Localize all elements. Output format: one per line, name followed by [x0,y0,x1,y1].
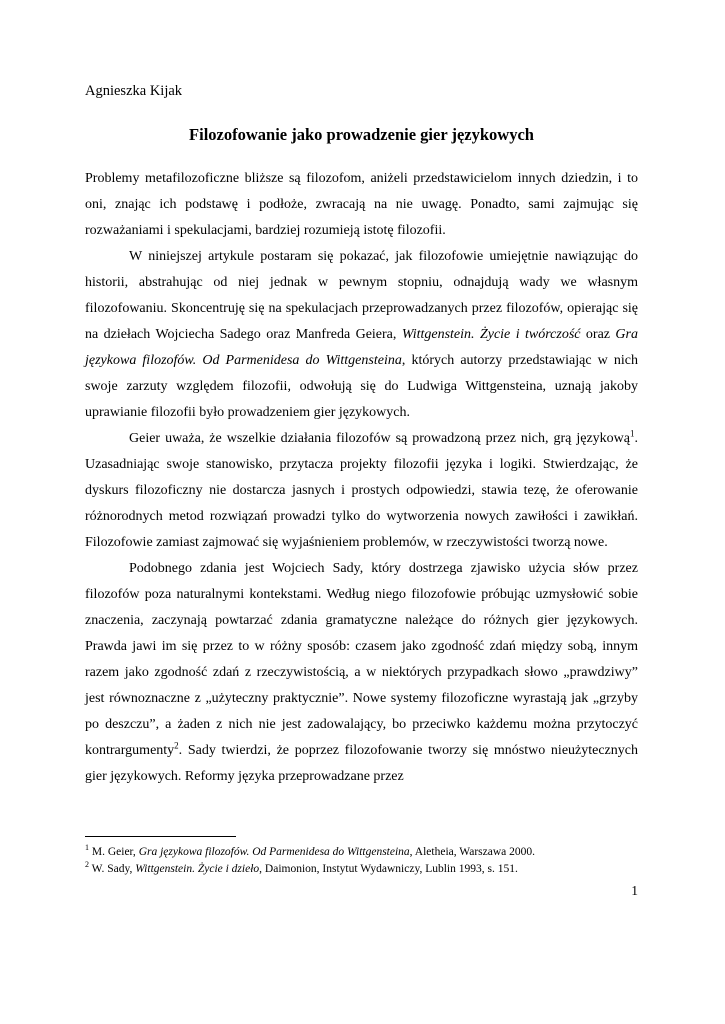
body-text [85,166,638,790]
paragraph-4: Podobnego zdania jest Wojciech Sady, który dostrzega zjawisko użycia słów przez filozofów poza naturalnymi kontekstami. Według niego filozofowie próbując uzmysłowić sobie znaczenia, zaczynają powtarzać zdania gramatyczne należące do różnych gier językowych. Prawda jawi im się przez to w różny sposób: czasem jako zgodność zdań między sobą, innym razem jako zgodność zdań z rzeczywistością, a w niektórych przypadkach słowo „prawdziwy” jest równoznaczne z „użyteczny praktycznie”. Nowe systemy filozoficzne wyrastają jak „grzyby po deszczu”, a żaden z nich nie jest zadowalający, bo przeciwko każdemu można przytoczyć kontrargumenty$^2$. Sady twierdzi, że poprzez filozofowanie tworzy się mnóstwo nieużytecznych gier językowych. Reformy języka przeprowadzane przez [85,561,638,784]
footnote-area [85,836,638,877]
document-title: Filozofowanie jako prowadzenie gier językowych [189,125,534,144]
footnote-2: $^2$ W. Sady, Wittgenstein. Życie i dzieło, Daimonion, Instytut Wydawniczy, Lublin 1993, s. 151. [85,859,518,875]
paragraph-3: Geier uważa, że wszelkie działania filozofów są prowadzoną przez nich, grą językową$^1$. Uzasadniając swoje stanowisko, przytacza projekty filozofii języka i logiki. Stwierdzając, że dyskurs filozoficzny nie dostarcza jasnych i prostych odpowiedzi, stawia tezę, że oferowanie różnorodnych metod rozwiązań prowadzi tylko do wytworzenia nowych zawiłości i zawikłań. Filozofowie zamiast zajmować się wyjaśnieniem problemów, w rzeczywistości tworzą nowe. [85,428,638,550]
footnote-separator-rule [85,836,236,837]
page-number: 1 [631,883,638,898]
author-name: Agnieszka Kijak [85,83,183,99]
paragraph-2: W niniejszej artykule postaram się pokazać, jak filozofowie umiejętnie nawiązując do historii, abstrahując od niej jednak w pewnym stopniu, odnajdują wady we własnym filozofowaniu. Skoncentruję się na spekulacjach przeprowadzanych przez filozofów, opierając się na dziełach Wojciecha Sadego oraz Manfreda Geiera, Wittgenstein. Życie i twórczość oraz Gra językowa filozofów. Od Parmenidesa do Wittgensteina, których autorzy przedstawiając w nich swoje zarzuty względem filozofii, odwołują się do Ludwiga Wittgensteina, uznają jakoby uprawianie filozofii było prowadzeniem gier językowych. [85,249,638,420]
footnote-1: $^1$ M. Geier, Gra językowa filozofów. Od Parmenidesa do Wittgensteina, Aletheia, Warszawa 2000. [85,843,535,858]
paragraph-1: Problemy metafilozoficzne bliższe są filozofom, aniżeli przedstawicielom innych dziedzin, i to oni, znając ich podstawę i podłoże, zwracają na nie uwagę. Ponadto, sami zajmując się rozważaniami i spekulacjami, bardziej rozumieją istotę filozofii. [85,171,638,238]
